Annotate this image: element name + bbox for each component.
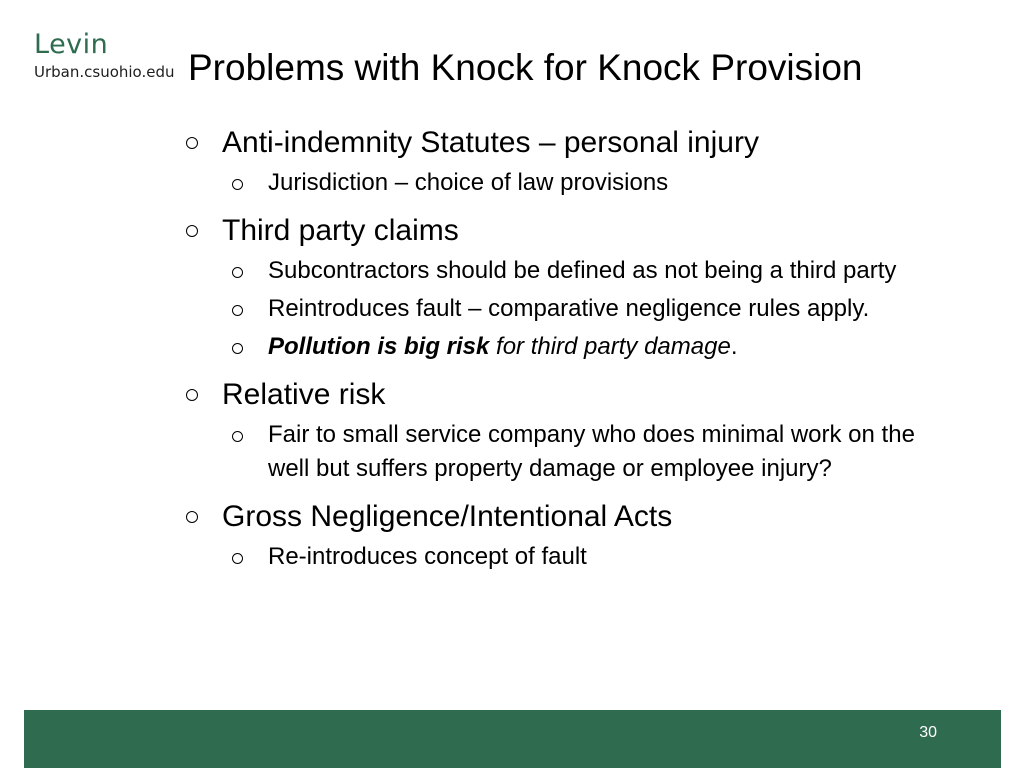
sub-bullet-item <box>224 166 926 204</box>
hollow-circle-bullet-icon <box>232 305 243 316</box>
slide-title: Problems with Knock for Knock Provision <box>188 47 863 88</box>
sub-bullet-item <box>224 254 926 292</box>
hollow-circle-bullet-icon <box>232 179 243 190</box>
sub-bullet-list <box>222 254 926 368</box>
bullet-item <box>186 372 926 490</box>
hollow-circle-bullet-icon <box>186 225 198 237</box>
hollow-circle-bullet-icon <box>232 553 243 564</box>
page-number: 30 <box>919 724 937 741</box>
sub-bullet-text: Jurisdiction – choice of law provisions <box>268 169 669 196</box>
bullet-list <box>186 120 926 578</box>
sub-bullet-item <box>224 418 926 490</box>
logo-url: Urban.csuohio.edu <box>34 63 175 81</box>
trailing-period: . <box>730 333 738 360</box>
hollow-circle-bullet-icon <box>186 389 198 401</box>
sub-bullet-text: Re-introduces concept of fault <box>268 543 587 570</box>
sub-bullet-item <box>224 540 926 578</box>
sub-bullet-list <box>222 540 926 578</box>
hollow-circle-bullet-icon <box>186 137 198 149</box>
slide-content <box>186 120 926 582</box>
sub-bullet-list <box>222 166 926 204</box>
hollow-circle-bullet-icon <box>232 267 243 278</box>
hollow-circle-bullet-icon <box>232 343 243 354</box>
logo-name: Levin <box>34 29 109 60</box>
bullet-text: Third party claims <box>222 214 459 247</box>
bullet-text: Anti-indemnity Statutes – personal injury <box>222 126 759 159</box>
emphasis-text: Pollution is big risk <box>268 333 490 360</box>
sub-bullet-text <box>268 330 926 364</box>
bullet-item <box>186 120 926 204</box>
sub-bullet-text: Fair to small service company who does minimal work on the well but suffers property damage or employee injury? <box>268 421 915 482</box>
sub-bullet-text: Reintroduces fault – comparative negligence rules apply. <box>268 295 870 322</box>
bullet-item <box>186 494 926 578</box>
sub-bullet-text: Subcontractors should be defined as not being a third party <box>268 257 897 284</box>
hollow-circle-bullet-icon <box>232 431 243 442</box>
bullet-text: Relative risk <box>222 378 386 411</box>
bullet-text: Gross Negligence/Intentional Acts <box>222 500 673 533</box>
hollow-circle-bullet-icon <box>186 511 198 523</box>
italic-text: for third party damage <box>489 333 731 360</box>
bullet-item <box>186 208 926 368</box>
sub-bullet-item <box>224 292 926 330</box>
footer-bar <box>24 710 1001 768</box>
sub-bullet-list <box>222 418 926 490</box>
sub-bullet-item <box>224 330 926 368</box>
levin-logo <box>34 30 175 82</box>
